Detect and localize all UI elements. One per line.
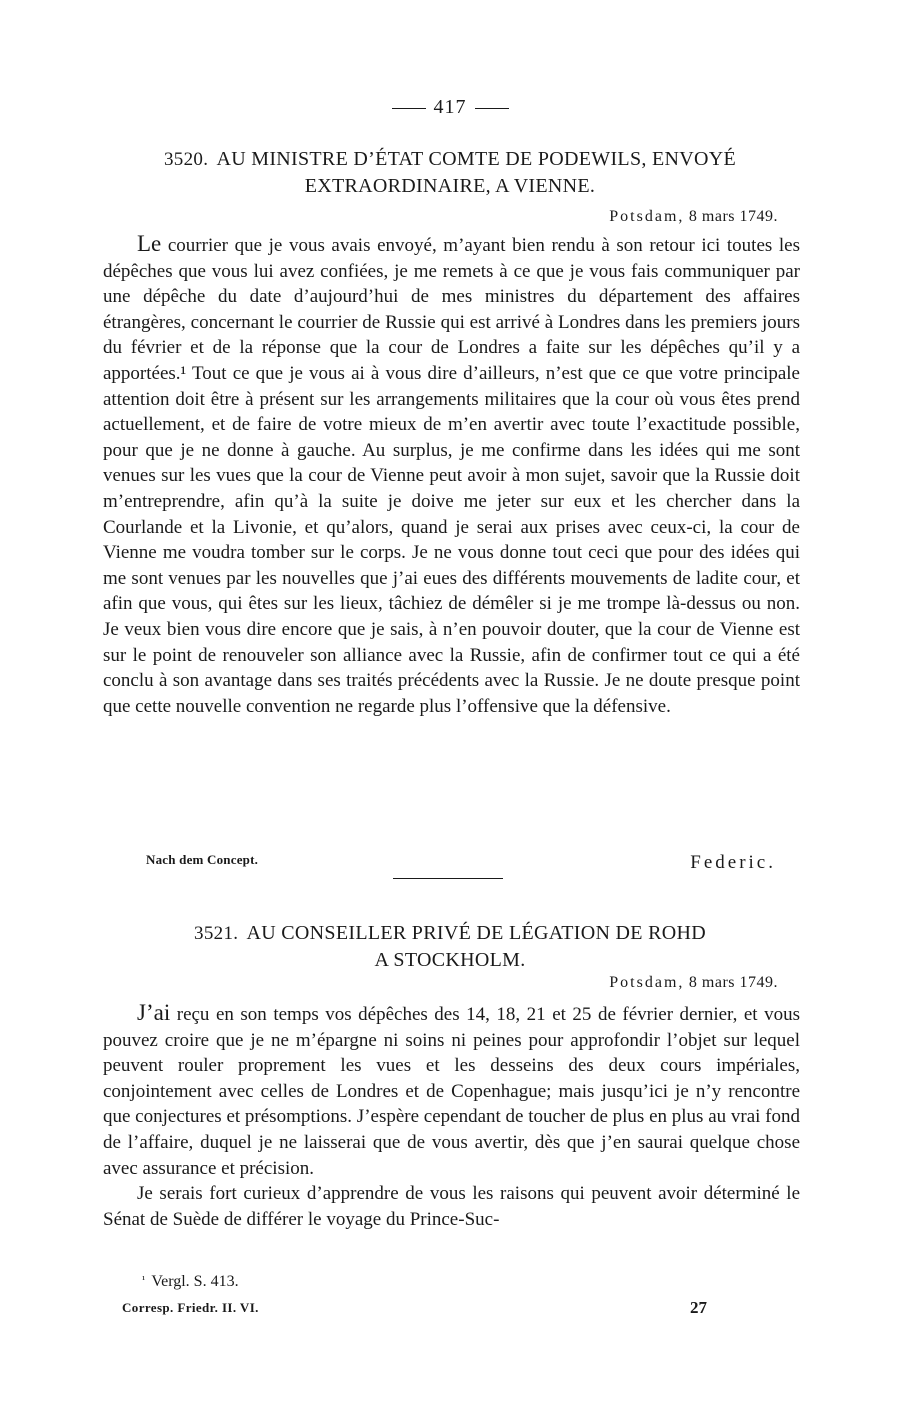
body-paragraph <box>103 231 800 719</box>
paragraph-text: reçu en son temps vos dépêches des 14, 18, 21 et 25 de février dernier, et vous pouvez croire que je ne m’épargne ni soins ni peines pour approfondir l’objet sur lequel peuvent rouler proprement les vues et les desseins des deux cours impériales, conjointement avec celles de Londres et de Copenhague; mais jusqu’ici je n’y rencontre que conjectures et présomptions. J’espère cependant de toucher de plus en plus au vrai fond de l’affaire, duquel je ne laisserai que de vous avertir, dès que j’en saurai quelque chose avec assurance et précision. <box>103 1004 800 1179</box>
paragraph-text: Je serais fort curieux d’apprendre de vous les raisons qui peuvent avoir déterminé le Sénat de Suède de différer le voyage du Prince-Suc- <box>103 1183 800 1230</box>
dateline-date: 8 mars 1749. <box>688 974 778 991</box>
page-number: 417 <box>0 96 900 119</box>
letter-title-line2: EXTRAORDINAIRE, A VIENNE. <box>304 175 596 197</box>
letter-number: 3521. <box>194 923 239 944</box>
letter-heading <box>90 146 810 199</box>
letter-title: AU CONSEILLER PRIVÉ DE LÉGATION DE ROHD <box>246 922 706 944</box>
body-paragraph <box>103 1181 800 1232</box>
paragraph-text: courrier que je vous avais envoyé, m’ayant bien rendu à son retour ici toutes les dépêches que vous lui avez confiées, je me remets à ce que je vous fais communiquer par une dépêche du date d’aujourd’hui de mes ministres du département des affaires étrangères, concernant le courrier de Russie qui est arrivé à Londres dans les premiers jours du février et de la réponse que la cour de Londres a faite sur les dépêches qu’il y a apportées.¹ Tout ce que je vous ai à vous dire d’ailleurs, n’est que ce que votre principale attention doit être à présent sur les arrangements militaires que la cour où vous êtes prend actuellement, et de faire de votre mieux de m’en avertir avec toute l’exactitude possible, pour que je ne donne à gauche. Au surplus, je me confirme dans les idées qui me sont venues sur les vues que la cour de Vienne peut avoir à mon sujet, savoir que la Russie doit m’entreprendre, afin qu’à la suite je doive me jeter sur eux et les chercher dans la Courlande et la Livonie, et qu’alors, quand je serai aux prises avec ceux-ci, la cour de Vienne me voudra tomber sur le corps. Je ne vous donne tout ceci que pour des idées qui me sont venues par les nouvelles que j’ai eues des différents mouvements de ladite cour, et afin que vous, qui êtes sur les lieux, tâchiez de démêler si je me trompe là-dessus ou non. Je veux bien vous dire encore que je sais, à n’en pouvoir douter, que la cour de Vienne est sur le point de renouveler son alliance avec la Russie, afin de confirmer tout ce qui a été conclu à son avantage dans ses traités précédents avec la Russie. Je ne doute presque point que cette nouvelle convention ne regarde plus l’offensive que la défensive. <box>103 235 800 717</box>
footnote <box>142 1273 239 1291</box>
signature: Federic. <box>690 852 776 873</box>
dateline <box>609 974 778 992</box>
paragraph-initial: Le <box>137 231 162 256</box>
letter-heading-line1 <box>90 920 810 947</box>
source-note: Nach dem Concept. <box>146 852 259 867</box>
letter-number: 3520. <box>164 149 209 170</box>
footer-reference: Corresp. Friedr. II. VI. <box>122 1300 259 1315</box>
dateline-place: Potsdam, <box>609 208 685 225</box>
section-divider <box>393 878 503 879</box>
letter-heading <box>90 920 810 973</box>
letter-heading-line1 <box>90 146 810 173</box>
paragraph-initial: J’ai <box>137 1000 171 1025</box>
letter-title-line2: A STOCKHOLM. <box>374 949 526 971</box>
footnote-mark: ¹ <box>142 1274 146 1286</box>
dateline <box>609 208 778 226</box>
letter-title: AU MINISTRE D’ÉTAT COMTE DE PODEWILS, ENVOYÉ <box>216 148 736 170</box>
page-number-dash-left <box>392 108 426 109</box>
dateline-date: 8 mars 1749. <box>688 208 778 225</box>
letter-body <box>103 1000 800 1232</box>
dateline-place: Potsdam, <box>609 974 685 991</box>
page-number-dash-right <box>475 108 509 109</box>
footer-signature-mark: 27 <box>690 1298 707 1317</box>
body-paragraph <box>103 1000 800 1181</box>
letter-body <box>103 231 800 719</box>
footnote-text: Vergl. S. 413. <box>151 1273 239 1290</box>
